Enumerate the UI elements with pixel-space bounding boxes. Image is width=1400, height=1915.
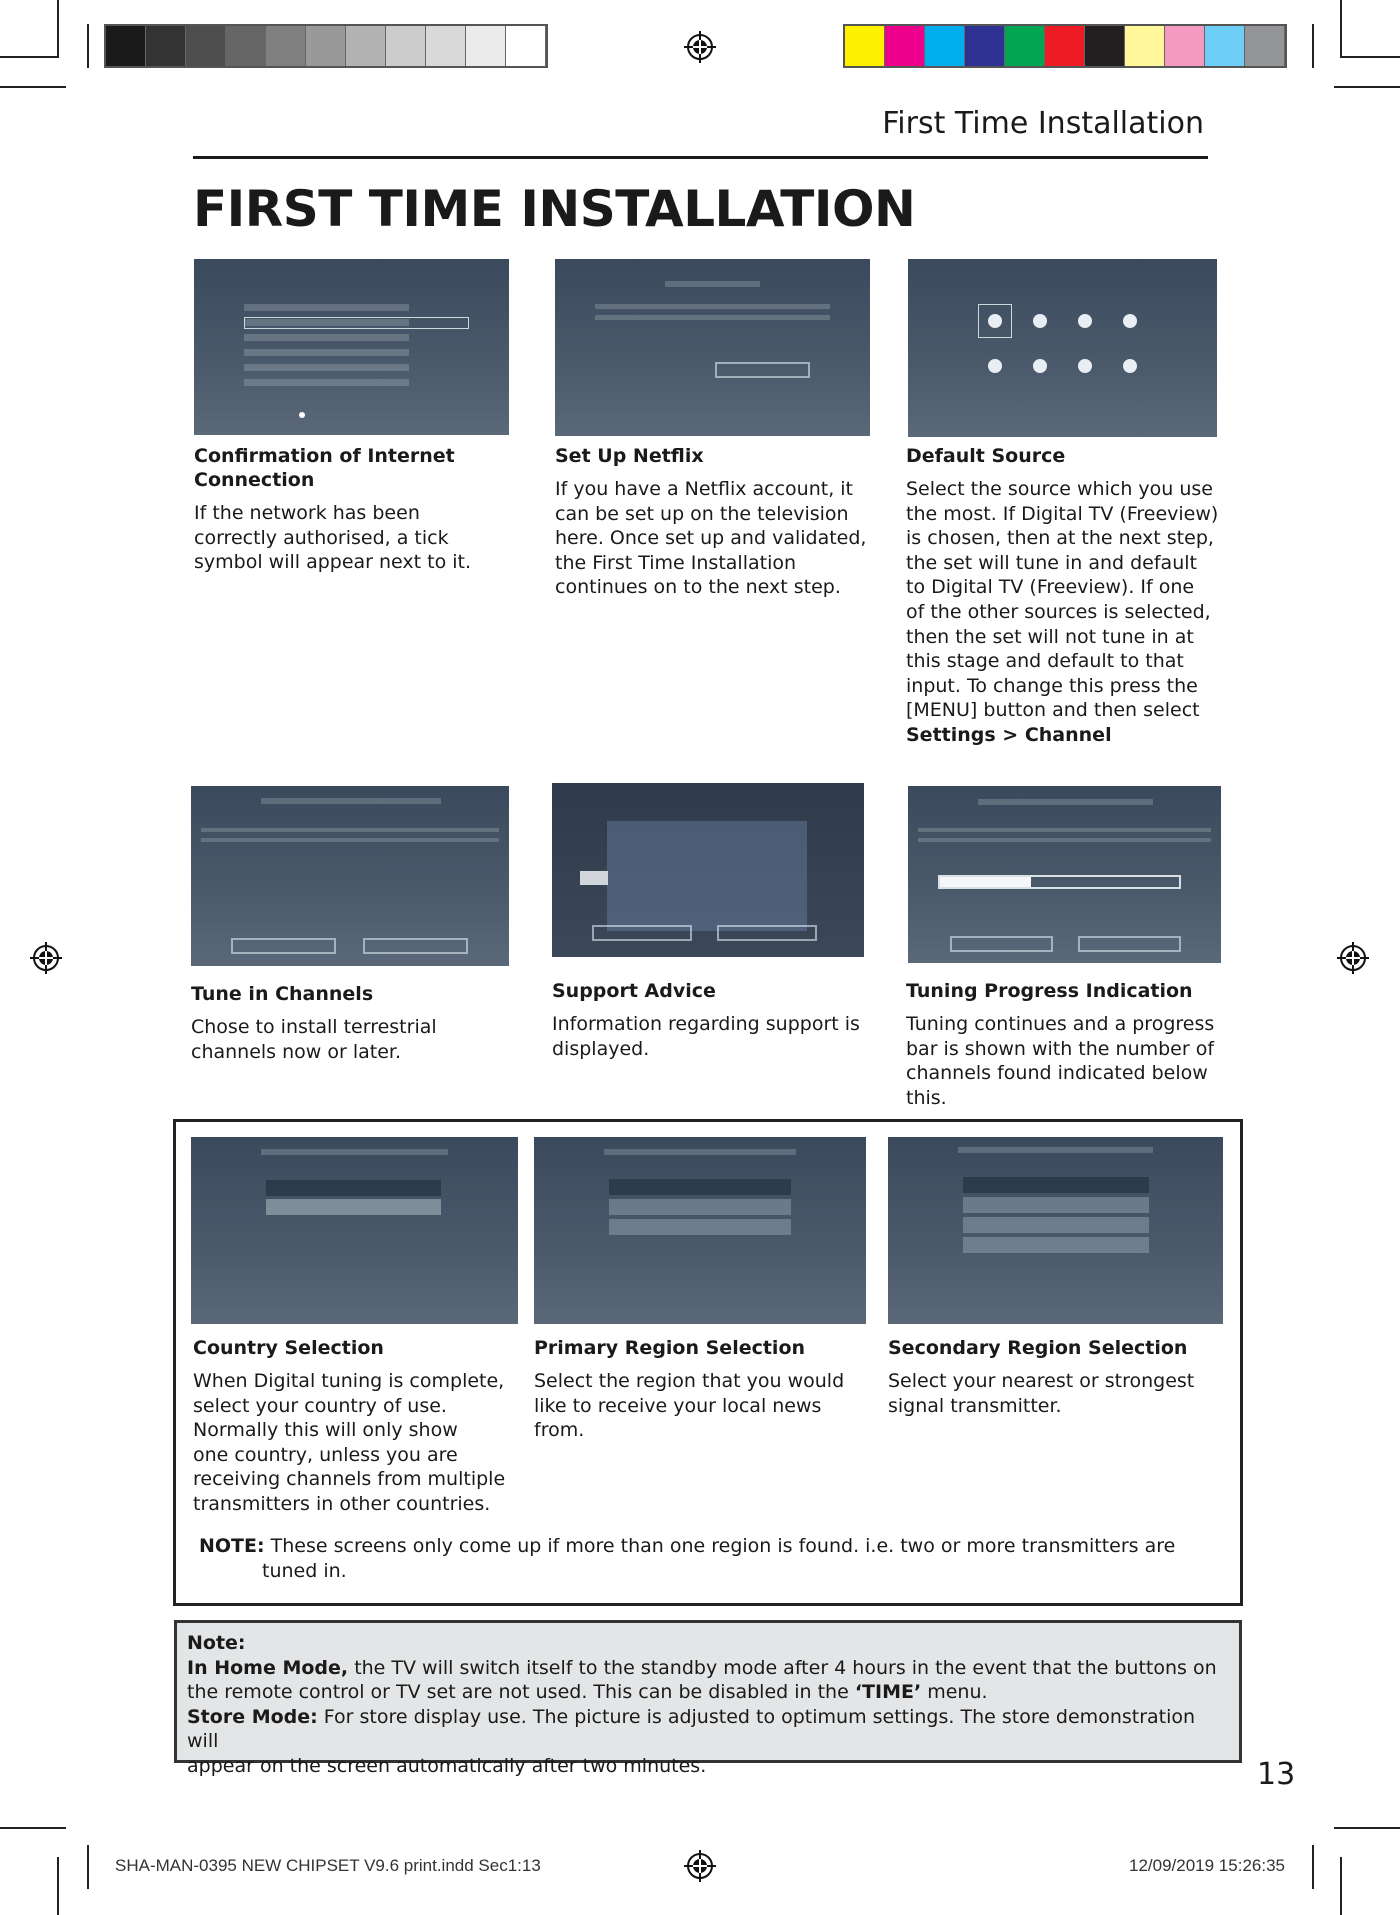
color-swatch-bar (843, 24, 1287, 68)
crop-mark (1342, 56, 1400, 58)
registration-mark-icon (682, 29, 718, 65)
step-description: Tuning continues and a progress bar is shown with the number of channels found indicated below this. (906, 1013, 1215, 1109)
color-swatch (146, 26, 186, 66)
color-swatch (965, 26, 1005, 66)
step-description: Chose to install terrestrial channels now or later. (191, 1016, 437, 1063)
step-title: Secondary Region Selection (888, 1337, 1188, 1359)
color-swatch (1205, 26, 1245, 66)
step-title: Tune in Channels (191, 983, 374, 1005)
crop-mark (1312, 1845, 1314, 1889)
color-swatch (106, 26, 146, 66)
color-swatch (266, 26, 306, 66)
registration-mark-icon (682, 1848, 718, 1884)
step-title: Primary Region Selection (534, 1337, 806, 1359)
crop-mark (0, 86, 66, 88)
color-swatch (1245, 26, 1285, 66)
color-swatch (346, 26, 386, 66)
step-description: If you have a Netflix account, it can be set up on the television here. Once set up and validated, the First Time Installation continues on to the next step. (555, 478, 867, 599)
color-swatch (426, 26, 466, 66)
step-description: When Digital tuning is complete, select your country of use. Normally this will only show one country, unless you are receiving channels from multiple transmitters in other countries. (193, 1370, 506, 1515)
color-swatch (1125, 26, 1165, 66)
color-swatch (1085, 26, 1125, 66)
step-title: Set Up Netflix (555, 445, 704, 467)
crop-mark (1312, 24, 1314, 68)
crop-mark (0, 56, 58, 58)
file-slug: SHA-MAN-0395 NEW CHIPSET V9.6 print.indd Sec1:13 (115, 1856, 541, 1875)
step-title: Default Source (906, 445, 1066, 467)
color-swatch (506, 26, 546, 66)
page-title: FIRST TIME INSTALLATION (193, 180, 916, 238)
country-selection-screenshot (191, 1137, 518, 1324)
color-swatch (1045, 26, 1085, 66)
crop-mark (1340, 1857, 1342, 1915)
header-divider (193, 156, 1208, 159)
color-swatch (1165, 26, 1205, 66)
step-description: Information regarding support is displayed. (552, 1013, 860, 1060)
internet-connection-screenshot (194, 259, 509, 435)
color-swatch (885, 26, 925, 66)
color-swatch (845, 26, 885, 66)
step-description: If the network has been correctly authorised, a tick symbol will appear next to it. (194, 502, 472, 574)
secondary-region-screenshot (888, 1137, 1223, 1324)
step-title: Support Advice (552, 980, 716, 1002)
default-source-screenshot (908, 259, 1217, 437)
color-swatch (386, 26, 426, 66)
region-note-continued: tuned in. (262, 1560, 347, 1582)
registration-mark-icon (1335, 940, 1371, 976)
crop-mark (1334, 86, 1400, 88)
crop-mark (1340, 0, 1342, 58)
color-swatch (226, 26, 266, 66)
tuning-progress-bar (938, 875, 1181, 889)
grey-swatch-bar (104, 24, 548, 68)
crop-mark (57, 0, 59, 58)
step-description: Select the source which you use the most. If Digital TV (Freeview) is chosen, then at the next step, the set will tune in and default to Digital TV (Freeview). If one of the other sources is selected, then the set will not tune in at this stage and default to that input. To change this press the [MENU] button and then select Settings > Channel (906, 478, 1219, 746)
registration-mark-icon (28, 940, 64, 976)
color-swatch (925, 26, 965, 66)
region-note: NOTE: These screens only come up if more than one region is found. i.e. two or more transmitters are (199, 1535, 1176, 1557)
crop-mark (1334, 1827, 1400, 1829)
mode-note: Note: In Home Mode, the TV will switch itself to the standby mode after 4 hours in the event that the buttons on the remote control or TV set are not used. This can be disabled in the ‘TIME’ menu. Store Mode: For store display use. The picture is adjusted to optimum settings. The store demonstration will appear on the screen automatically after two minutes. (174, 1620, 1242, 1763)
crop-mark (57, 1857, 59, 1915)
step-description: Select your nearest or strongest signal transmitter. (888, 1370, 1195, 1417)
crop-mark (87, 24, 89, 68)
date-slug: 12/09/2019 15:26:35 (1129, 1856, 1285, 1875)
crop-mark (0, 1827, 66, 1829)
support-advice-screenshot (552, 783, 864, 957)
tune-channels-screenshot (191, 786, 509, 966)
color-swatch (306, 26, 346, 66)
step-title: Tuning Progress Indication (906, 980, 1193, 1002)
step-description: Select the region that you would like to receive your local news from. (534, 1370, 845, 1442)
crop-mark (87, 1845, 89, 1889)
step-title: Confirmation of Internet Connection (194, 445, 455, 491)
tuning-progress-screenshot (908, 786, 1221, 963)
section-header: First Time Installation (882, 106, 1204, 141)
step-title: Country Selection (193, 1337, 384, 1359)
page-number: 13 (1257, 1757, 1296, 1792)
netflix-setup-screenshot (555, 259, 870, 436)
primary-region-screenshot (534, 1137, 866, 1324)
color-swatch (466, 26, 506, 66)
color-swatch (1005, 26, 1045, 66)
color-swatch (186, 26, 226, 66)
